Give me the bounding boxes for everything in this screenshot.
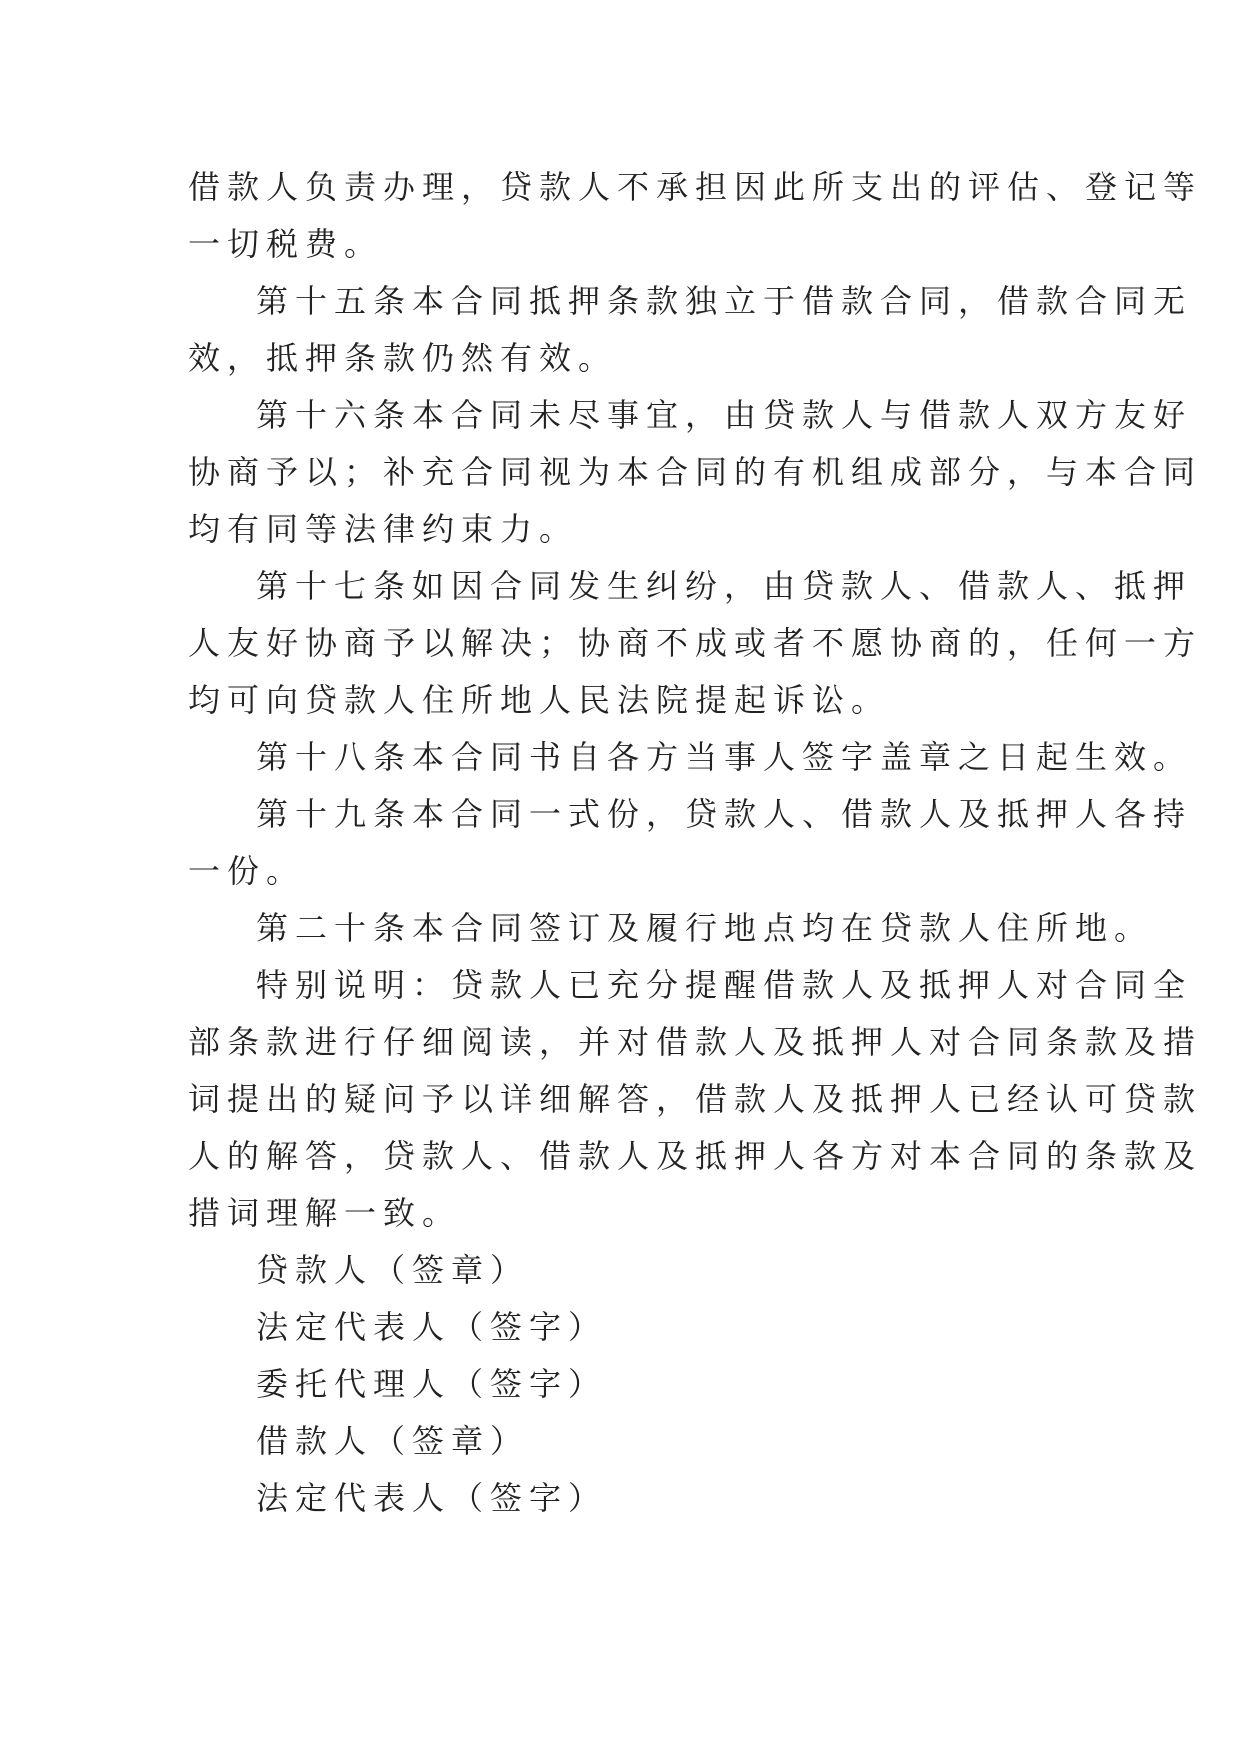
text-line: 均有同等法律约束力。 [188, 510, 579, 548]
signature-line: 法定代表人（签字） [256, 1308, 608, 1346]
text-line: 第十六条本合同未尽事宜，由贷款人与借款人双方友好 [256, 396, 1193, 434]
text-line: 均可向贷款人住所地人民法院提起诉讼。 [188, 681, 891, 719]
signature-line: 借款人（签章） [256, 1422, 530, 1460]
text-line: 效，抵押条款仍然有效。 [188, 339, 618, 377]
text-line: 协商予以；补充合同视为本合同的有机组成部分，与本合同 [188, 453, 1203, 491]
text-line: 一切税费。 [188, 225, 384, 263]
text-line: 措词理解一致。 [188, 1194, 462, 1232]
signature-line: 法定代表人（签字） [256, 1479, 608, 1517]
text-line: 词提出的疑问予以详细解答，借款人及抵押人已经认可贷款 [188, 1080, 1203, 1118]
text-line: 借款人负责办理，贷款人不承担因此所支出的评估、登记等 [188, 168, 1203, 206]
text-line: 部条款进行仔细阅读，并对借款人及抵押人对合同条款及措 [188, 1023, 1203, 1061]
text-line: 一份。 [188, 852, 306, 890]
text-line: 第十九条本合同一式份，贷款人、借款人及抵押人各持 [256, 795, 1193, 833]
text-line: 第十七条如因合同发生纠纷，由贷款人、借款人、抵押 [256, 567, 1193, 605]
text-line: 特别说明：贷款人已充分提醒借款人及抵押人对合同全 [256, 966, 1193, 1004]
text-line: 第二十条本合同签订及履行地点均在贷款人住所地。 [256, 909, 1154, 947]
signature-line: 委托代理人（签字） [256, 1365, 608, 1403]
signature-line: 贷款人（签章） [256, 1251, 530, 1289]
text-line: 人友好协商予以解决；协商不成或者不愿协商的，任何一方 [188, 624, 1203, 662]
text-line: 第十五条本合同抵押条款独立于借款合同，借款合同无 [256, 282, 1193, 320]
text-line: 第十八条本合同书自各方当事人签字盖章之日起生效。 [256, 738, 1193, 776]
text-line: 人的解答，贷款人、借款人及抵押人各方对本合同的条款及 [188, 1137, 1203, 1175]
